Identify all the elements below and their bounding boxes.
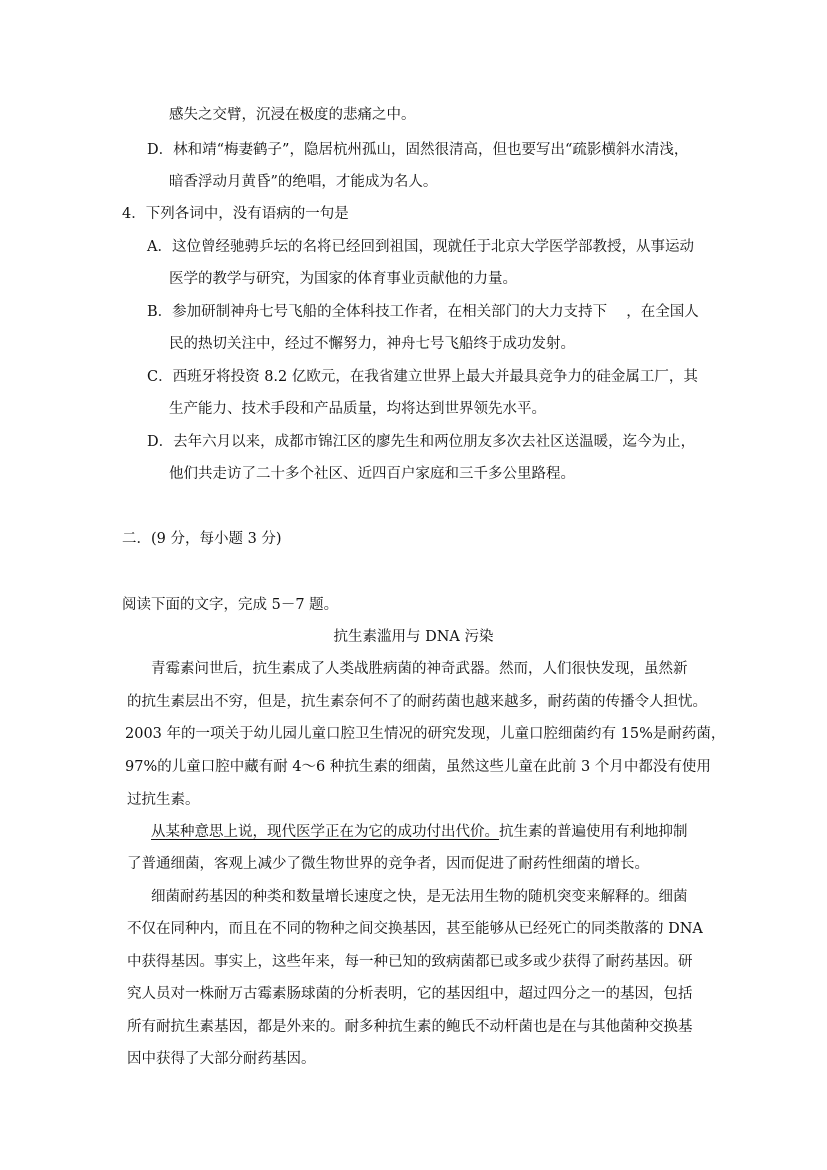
q3-option-d-line1: D．林和靖“梅妻鹤子”，隐居杭州孤山，固然很清高，但也要写出“疏影横斜水清浅， bbox=[147, 142, 689, 158]
p1-line2: 的抗生素层出不穷，但是，抗生素奈何不了的耐药菌也越来越多，耐药菌的传播令人担忧。 bbox=[127, 694, 707, 710]
underlined-sentence: 从某种意思上说，现代医学正在为它的成功付出代价。 bbox=[151, 824, 499, 840]
p3-line4: 究人员对一株耐万古霉素肠球菌的分析表明，它的基因组中，超过四分之一的基因，包括 bbox=[127, 986, 693, 1002]
section2-heading: 二．(9 分，每小题 3 分) bbox=[122, 531, 282, 547]
p3-line6: 因中获得了大部分耐药基因。 bbox=[127, 1051, 316, 1067]
q4-option-a-line1: A．这位曾经驰骋乒坛的名将已经回到祖国，现就任于北京大学医学部教授，从事运动 bbox=[147, 239, 694, 255]
p1-line4: 97%的儿童口腔中藏有耐 4～6 种抗生素的细菌，虽然这些儿童在此前 3 个月中都没有使用 bbox=[125, 759, 711, 775]
p2-line1 bbox=[151, 822, 688, 842]
q4-option-a-line2: 医学的教学与研究，为国家的体育事业贡献他的力量。 bbox=[169, 271, 517, 287]
q4-option-c-line2: 生产能力、技术手段和产品质量，均将达到世界领先水平。 bbox=[169, 401, 546, 417]
q4-option-d-line1: D．去年六月以来，成都市锦江区的廖先生和两位朋友多次去社区送温暖，迄今为止， bbox=[147, 434, 696, 450]
p2-line2: 了普通细菌，客观上减少了微生物世界的竞争者，因而促进了耐药性细菌的增长。 bbox=[127, 856, 649, 872]
p3-line2: 不仅在同种内，而且在不同的物种之间交换基因，甚至能够从已经死亡的同类散落的 DNA bbox=[127, 921, 703, 937]
p1-line1: 青霉素问世后，抗生素成了人类战胜病菌的神奇武器。然而，人们很快发现，虽然新 bbox=[151, 661, 688, 677]
p3-line5: 所有耐抗生素基因，都是外来的。耐多种抗生素的鲍氏不动杆菌也是在与其他菌种交换基 bbox=[127, 1019, 693, 1035]
q4-stem: 4．下列各词中，没有语病的一句是 bbox=[122, 206, 349, 222]
p3-line1: 细菌耐药基因的种类和数量增长速度之快，是无法用生物的随机突变来解释的。细菌 bbox=[151, 889, 688, 905]
q4-option-b-line2: 民的热切关注中，经过不懈努力，神舟七号飞船终于成功发射。 bbox=[169, 336, 575, 352]
p1-line5: 过抗生素。 bbox=[127, 792, 200, 808]
p1-line3: 2003 年的一项关于幼儿园儿童口腔卫生情况的研究发现，儿童口腔细菌约有 15%是耐药菌， bbox=[125, 726, 726, 742]
q4-option-d-line2: 他们共走访了二十多个社区、近四百户家庭和三千多公里路程。 bbox=[169, 466, 575, 482]
p3-line3: 中获得基因。事实上，这些年来，每一种已知的致病菌都已或多或少获得了耐药基因。研 bbox=[127, 954, 693, 970]
q4-option-b-line1: B．参加研制神舟七号飞船的全体科技工作者，在相关部门的大力支持下 ，在全国人 bbox=[147, 304, 699, 320]
q3-option-d-line2: 暗香浮动月黄昏”的绝唱，才能成为名人。 bbox=[169, 174, 438, 190]
q4-option-c-line1: C．西班牙将投资 8.2 亿欧元，在我省建立世界上最大并最具竞争力的硅金属工厂，其 bbox=[147, 369, 698, 385]
reading-instruction: 阅读下面的文字，完成 5－7 题。 bbox=[122, 597, 339, 613]
q3-option-c-continuation: 感失之交臂，沉浸在极度的悲痛之中。 bbox=[169, 107, 416, 123]
p2-line1-rest: 抗生素的普遍使用有利地抑制 bbox=[499, 824, 688, 840]
passage-title: 抗生素滥用与 DNA 污染 bbox=[333, 629, 494, 645]
